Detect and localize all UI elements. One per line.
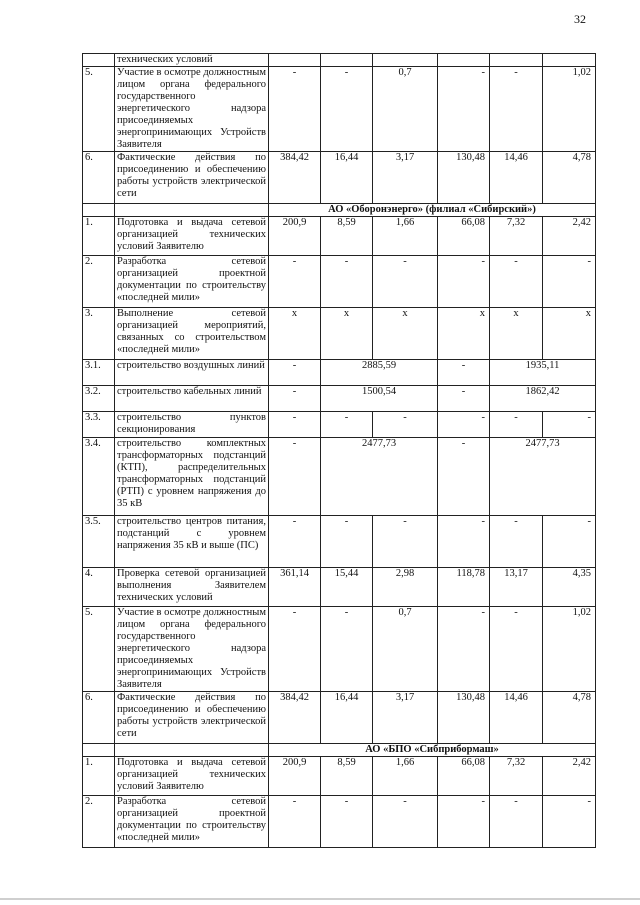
value-cell: - [490,607,543,692]
value-cell: 14,46 [490,692,543,744]
value-cell: - [269,412,321,438]
table-row [83,438,596,516]
description-cell: Разработка сетевой организацией проектной документации по строительству «последней мили» [115,256,269,308]
value-cell: 2,42 [543,757,596,796]
value-cell: 130,48 [438,152,490,204]
value-cell: - [321,516,373,568]
value-cell: - [438,607,490,692]
value-cell: - [490,256,543,308]
value-cell: - [269,67,321,152]
item-number-cell: 3.4. [83,438,115,516]
section-header-row [83,744,596,757]
value-cell: x [269,308,321,360]
item-number-cell: 5. [83,607,115,692]
value-cell: 384,42 [269,692,321,744]
value-cell: 8,59 [321,757,373,796]
value-cell: 118,78 [438,568,490,607]
value-cell: 16,44 [321,152,373,204]
item-number-cell: 6. [83,692,115,744]
description-cell: Выполнение сетевой организацией мероприятий, связанных со строительством «последней мили» [115,308,269,360]
value-cell: 0,7 [373,67,438,152]
value-cell: - [438,516,490,568]
value-cell: 1,66 [373,757,438,796]
value-cell: 4,78 [543,152,596,204]
description-cell: Подготовка и выдача сетевой организацией технических условий Заявителю [115,757,269,796]
value-cell: - [269,360,321,386]
organization-name: АО «БПО «Сибприбормаш» [269,744,596,757]
value-cell: 7,32 [490,217,543,256]
value-cell: - [373,516,438,568]
table-row [83,796,596,848]
merged-value-cell: 1862,42 [490,386,596,412]
table-row [83,692,596,744]
value-cell: 13,17 [490,568,543,607]
description-cell: Участие в осмотре должностным лицом органа федерального государственного энергетического надзора присоединяемых энергопринимающих Устройств Заявителя [115,67,269,152]
value-cell: - [321,67,373,152]
description-cell: Подготовка и выдача сетевой организацией технических условий Заявителю [115,217,269,256]
table-row [83,607,596,692]
value-cell: 4,78 [543,692,596,744]
description-cell: строительство пунктов секционирования [115,412,269,438]
value-cell: 384,42 [269,152,321,204]
description-cell: строительство центров питания, подстанций с уровнем напряжения 35 кВ и выше (ПС) [115,516,269,568]
item-number-cell: 5. [83,67,115,152]
table-row [83,360,596,386]
value-cell: - [321,796,373,848]
value-cell: x [373,308,438,360]
item-number-cell: 3.5. [83,516,115,568]
value-cell: - [543,412,596,438]
value-cell: - [269,386,321,412]
table-row [83,516,596,568]
item-number-cell: 3. [83,308,115,360]
value-cell: 3,17 [373,152,438,204]
description-cell [115,204,269,217]
description-cell [115,744,269,757]
value-cell: 7,32 [490,757,543,796]
page-number: 32 [574,12,586,26]
description-cell: Фактические действия по присоединению и обеспечению работы устройств электрической сети [115,152,269,204]
value-cell: - [269,796,321,848]
item-number-cell [83,204,115,217]
merged-value-cell: 1500,54 [321,386,438,412]
value-cell: - [543,516,596,568]
value-cell: - [543,256,596,308]
table-row [83,757,596,796]
description-cell: строительство воздушных линий [115,360,269,386]
value-cell: 200,9 [269,217,321,256]
merged-value-cell: 2477,73 [321,438,438,516]
value-cell: - [438,438,490,516]
table-row [83,386,596,412]
item-number-cell: 2. [83,796,115,848]
description-cell: строительство кабельных линий [115,386,269,412]
value-cell: - [269,256,321,308]
value-cell: - [490,67,543,152]
table-row [83,308,596,360]
table-row [83,412,596,438]
table-row [83,256,596,308]
value-cell [438,54,490,67]
value-cell: - [543,796,596,848]
merged-value-cell: 1935,11 [490,360,596,386]
description-cell: Разработка сетевой организацией проектной документации по строительству «последней мили» [115,796,269,848]
value-cell: - [321,256,373,308]
value-cell: - [490,412,543,438]
table-row [83,568,596,607]
merged-value-cell: 2477,73 [490,438,596,516]
item-number-cell: 1. [83,217,115,256]
value-cell: - [373,796,438,848]
value-cell: 361,14 [269,568,321,607]
item-number-cell: 3.2. [83,386,115,412]
value-cell: 66,08 [438,757,490,796]
merged-value-cell: 2885,59 [321,360,438,386]
value-cell: 16,44 [321,692,373,744]
value-cell [373,54,438,67]
table-row [83,217,596,256]
description-cell: Участие в осмотре должностным лицом органа федерального государственного энергетического надзора присоединяемых энергопринимающих Устройств Заявителя [115,607,269,692]
item-number-cell: 3.3. [83,412,115,438]
value-cell: - [269,607,321,692]
value-cell: 66,08 [438,217,490,256]
description-cell: Фактические действия по присоединению и обеспечению работы устройств электрической сети [115,692,269,744]
value-cell [490,54,543,67]
organization-name: АО «Оборонэнерго» (филиал «Сибирский») [269,204,596,217]
value-cell: 0,7 [373,607,438,692]
value-cell: 2,42 [543,217,596,256]
section-header-row [83,204,596,217]
description-cell: Проверка сетевой организацией выполнения Заявителем технических условий [115,568,269,607]
value-cell: 1,02 [543,67,596,152]
table-row [83,67,596,152]
table-row [83,54,596,67]
table-body [83,54,596,848]
item-number-cell [83,54,115,67]
value-cell: 8,59 [321,217,373,256]
value-cell: - [438,256,490,308]
description-cell: строительство комплектных трансформаторных подстанций (КТП), распределительных трансформаторных подстанций (РТП) с уровнем напряжения до 35 кВ [115,438,269,516]
value-cell: - [490,516,543,568]
value-cell: 14,46 [490,152,543,204]
item-number-cell: 3.1. [83,360,115,386]
item-number-cell [83,744,115,757]
value-cell: - [438,412,490,438]
value-cell: x [543,308,596,360]
value-cell [543,54,596,67]
value-cell: 1,02 [543,607,596,692]
item-number-cell: 2. [83,256,115,308]
value-cell: 15,44 [321,568,373,607]
tariff-table [82,53,596,848]
value-cell: 4,35 [543,568,596,607]
item-number-cell: 4. [83,568,115,607]
value-cell: - [321,607,373,692]
value-cell: - [438,386,490,412]
value-cell: 130,48 [438,692,490,744]
value-cell: - [438,796,490,848]
value-cell: 1,66 [373,217,438,256]
scan-edge-line [0,898,640,900]
value-cell: 2,98 [373,568,438,607]
table-row [83,152,596,204]
value-cell: - [269,516,321,568]
value-cell: 3,17 [373,692,438,744]
value-cell: - [321,412,373,438]
value-cell [269,54,321,67]
item-number-cell: 6. [83,152,115,204]
description-cell: технических условий [115,54,269,67]
value-cell: x [321,308,373,360]
value-cell: - [373,412,438,438]
value-cell: x [438,308,490,360]
value-cell: 200,9 [269,757,321,796]
value-cell: - [438,360,490,386]
value-cell: - [373,256,438,308]
item-number-cell: 1. [83,757,115,796]
value-cell: x [490,308,543,360]
value-cell: - [438,67,490,152]
value-cell [321,54,373,67]
value-cell: - [269,438,321,516]
value-cell: - [490,796,543,848]
